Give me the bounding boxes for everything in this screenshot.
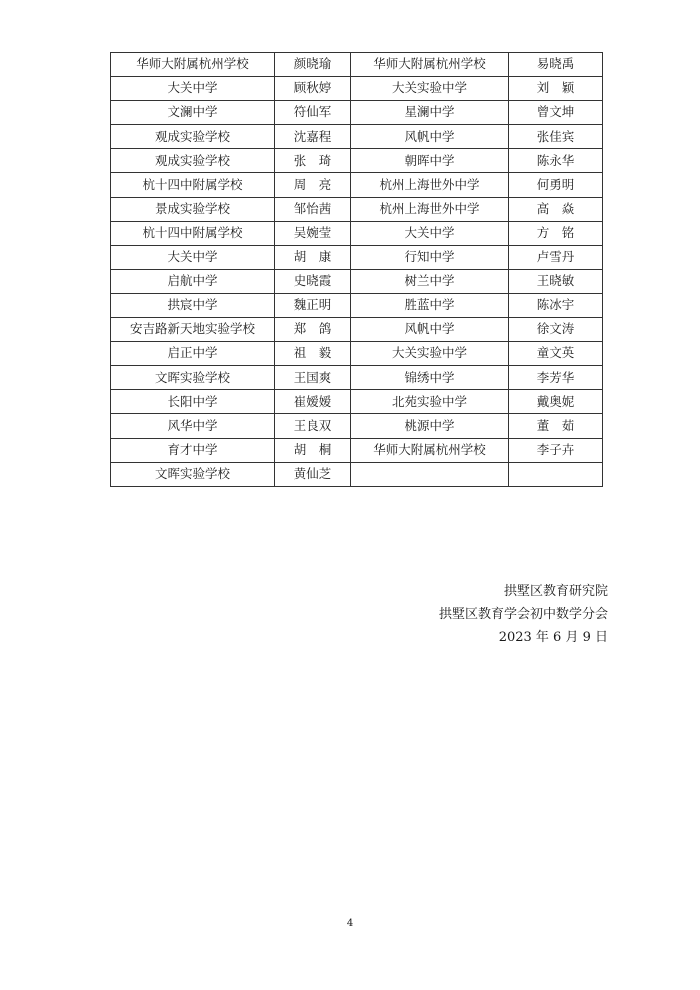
name-cell: 黄仙芝 <box>275 462 351 486</box>
name-cell: 李子卉 <box>509 438 603 462</box>
roster-table <box>110 52 603 487</box>
name-cell: 陈冰宇 <box>509 293 603 317</box>
signature-date: 2023 年 6 月 9 日 <box>498 630 608 645</box>
table-row <box>111 390 603 414</box>
name-cell: 魏正明 <box>275 293 351 317</box>
name-cell: 祖 毅 <box>275 342 351 366</box>
table-row <box>111 342 603 366</box>
name-cell: 顾秋婷 <box>275 77 351 101</box>
name-cell: 王晓敏 <box>509 269 603 293</box>
school-cell: 长阳中学 <box>111 390 275 414</box>
name-cell: 符仙军 <box>275 101 351 125</box>
table-row <box>111 318 603 342</box>
school-cell: 大关中学 <box>351 221 509 245</box>
name-cell: 李芳华 <box>509 366 603 390</box>
school-cell: 大关实验中学 <box>351 342 509 366</box>
signature-org-2: 拱墅区教育学会初中数学分会 <box>438 607 608 622</box>
signature-block <box>439 580 608 649</box>
school-cell: 文澜中学 <box>111 101 275 125</box>
name-cell: 董 茹 <box>509 414 603 438</box>
table-row <box>111 245 603 269</box>
school-cell: 安吉路新天地实验学校 <box>111 318 275 342</box>
school-cell: 华师大附属杭州学校 <box>111 53 275 77</box>
name-cell: 郑 鸽 <box>275 318 351 342</box>
school-cell <box>351 462 509 486</box>
name-cell: 吴婉莹 <box>275 221 351 245</box>
table-row <box>111 149 603 173</box>
school-cell: 景成实验学校 <box>111 197 275 221</box>
signature-org-1: 拱墅区教育研究院 <box>503 584 608 599</box>
table-row <box>111 462 603 486</box>
page-number: 4 <box>346 918 354 929</box>
roster-table-body <box>111 53 603 487</box>
name-cell: 胡 康 <box>275 245 351 269</box>
school-cell: 桃源中学 <box>351 414 509 438</box>
school-cell: 锦绣中学 <box>351 366 509 390</box>
school-cell: 风帆中学 <box>351 318 509 342</box>
name-cell <box>509 462 603 486</box>
school-cell: 行知中学 <box>351 245 509 269</box>
name-cell: 胡 桐 <box>275 438 351 462</box>
table-row <box>111 293 603 317</box>
school-cell: 星澜中学 <box>351 101 509 125</box>
table-row <box>111 414 603 438</box>
name-cell: 徐文涛 <box>509 318 603 342</box>
school-cell: 育才中学 <box>111 438 275 462</box>
name-cell: 刘 颖 <box>509 77 603 101</box>
school-cell: 大关实验中学 <box>351 77 509 101</box>
name-cell: 沈嘉程 <box>275 125 351 149</box>
school-cell: 文晖实验学校 <box>111 366 275 390</box>
name-cell: 崔嫒嫒 <box>275 390 351 414</box>
school-cell: 文晖实验学校 <box>111 462 275 486</box>
name-cell: 童文英 <box>509 342 603 366</box>
name-cell: 周 亮 <box>275 173 351 197</box>
school-cell: 北苑实验中学 <box>351 390 509 414</box>
name-cell: 张 琦 <box>275 149 351 173</box>
name-cell: 史晓霞 <box>275 269 351 293</box>
name-cell: 方 铭 <box>509 221 603 245</box>
name-cell: 卢雪丹 <box>509 245 603 269</box>
name-cell: 何勇明 <box>509 173 603 197</box>
table-row <box>111 77 603 101</box>
table-row <box>111 221 603 245</box>
table-row <box>111 269 603 293</box>
name-cell: 陈永华 <box>509 149 603 173</box>
school-cell: 杭州上海世外中学 <box>351 173 509 197</box>
school-cell: 风帆中学 <box>351 125 509 149</box>
school-cell: 拱宸中学 <box>111 293 275 317</box>
name-cell: 易晓禹 <box>509 53 603 77</box>
school-cell: 启航中学 <box>111 269 275 293</box>
school-cell: 华师大附属杭州学校 <box>351 438 509 462</box>
table-row <box>111 125 603 149</box>
school-cell: 观成实验学校 <box>111 125 275 149</box>
table-row <box>111 197 603 221</box>
table-row <box>111 53 603 77</box>
table-row <box>111 173 603 197</box>
name-cell: 高 焱 <box>509 197 603 221</box>
table-row <box>111 101 603 125</box>
name-cell: 王国爽 <box>275 366 351 390</box>
school-cell: 观成实验学校 <box>111 149 275 173</box>
school-cell: 大关中学 <box>111 245 275 269</box>
school-cell: 胜蓝中学 <box>351 293 509 317</box>
name-cell: 曾文坤 <box>509 101 603 125</box>
table-row <box>111 438 603 462</box>
table-row <box>111 366 603 390</box>
school-cell: 朝晖中学 <box>351 149 509 173</box>
school-cell: 杭州上海世外中学 <box>351 197 509 221</box>
school-cell: 杭十四中附属学校 <box>111 173 275 197</box>
school-cell: 杭十四中附属学校 <box>111 221 275 245</box>
school-cell: 启正中学 <box>111 342 275 366</box>
school-cell: 华师大附属杭州学校 <box>351 53 509 77</box>
name-cell: 戴奥妮 <box>509 390 603 414</box>
name-cell: 王良双 <box>275 414 351 438</box>
school-cell: 树兰中学 <box>351 269 509 293</box>
school-cell: 大关中学 <box>111 77 275 101</box>
school-cell: 风华中学 <box>111 414 275 438</box>
name-cell: 颜晓瑜 <box>275 53 351 77</box>
name-cell: 邹怡茜 <box>275 197 351 221</box>
name-cell: 张佳宾 <box>509 125 603 149</box>
